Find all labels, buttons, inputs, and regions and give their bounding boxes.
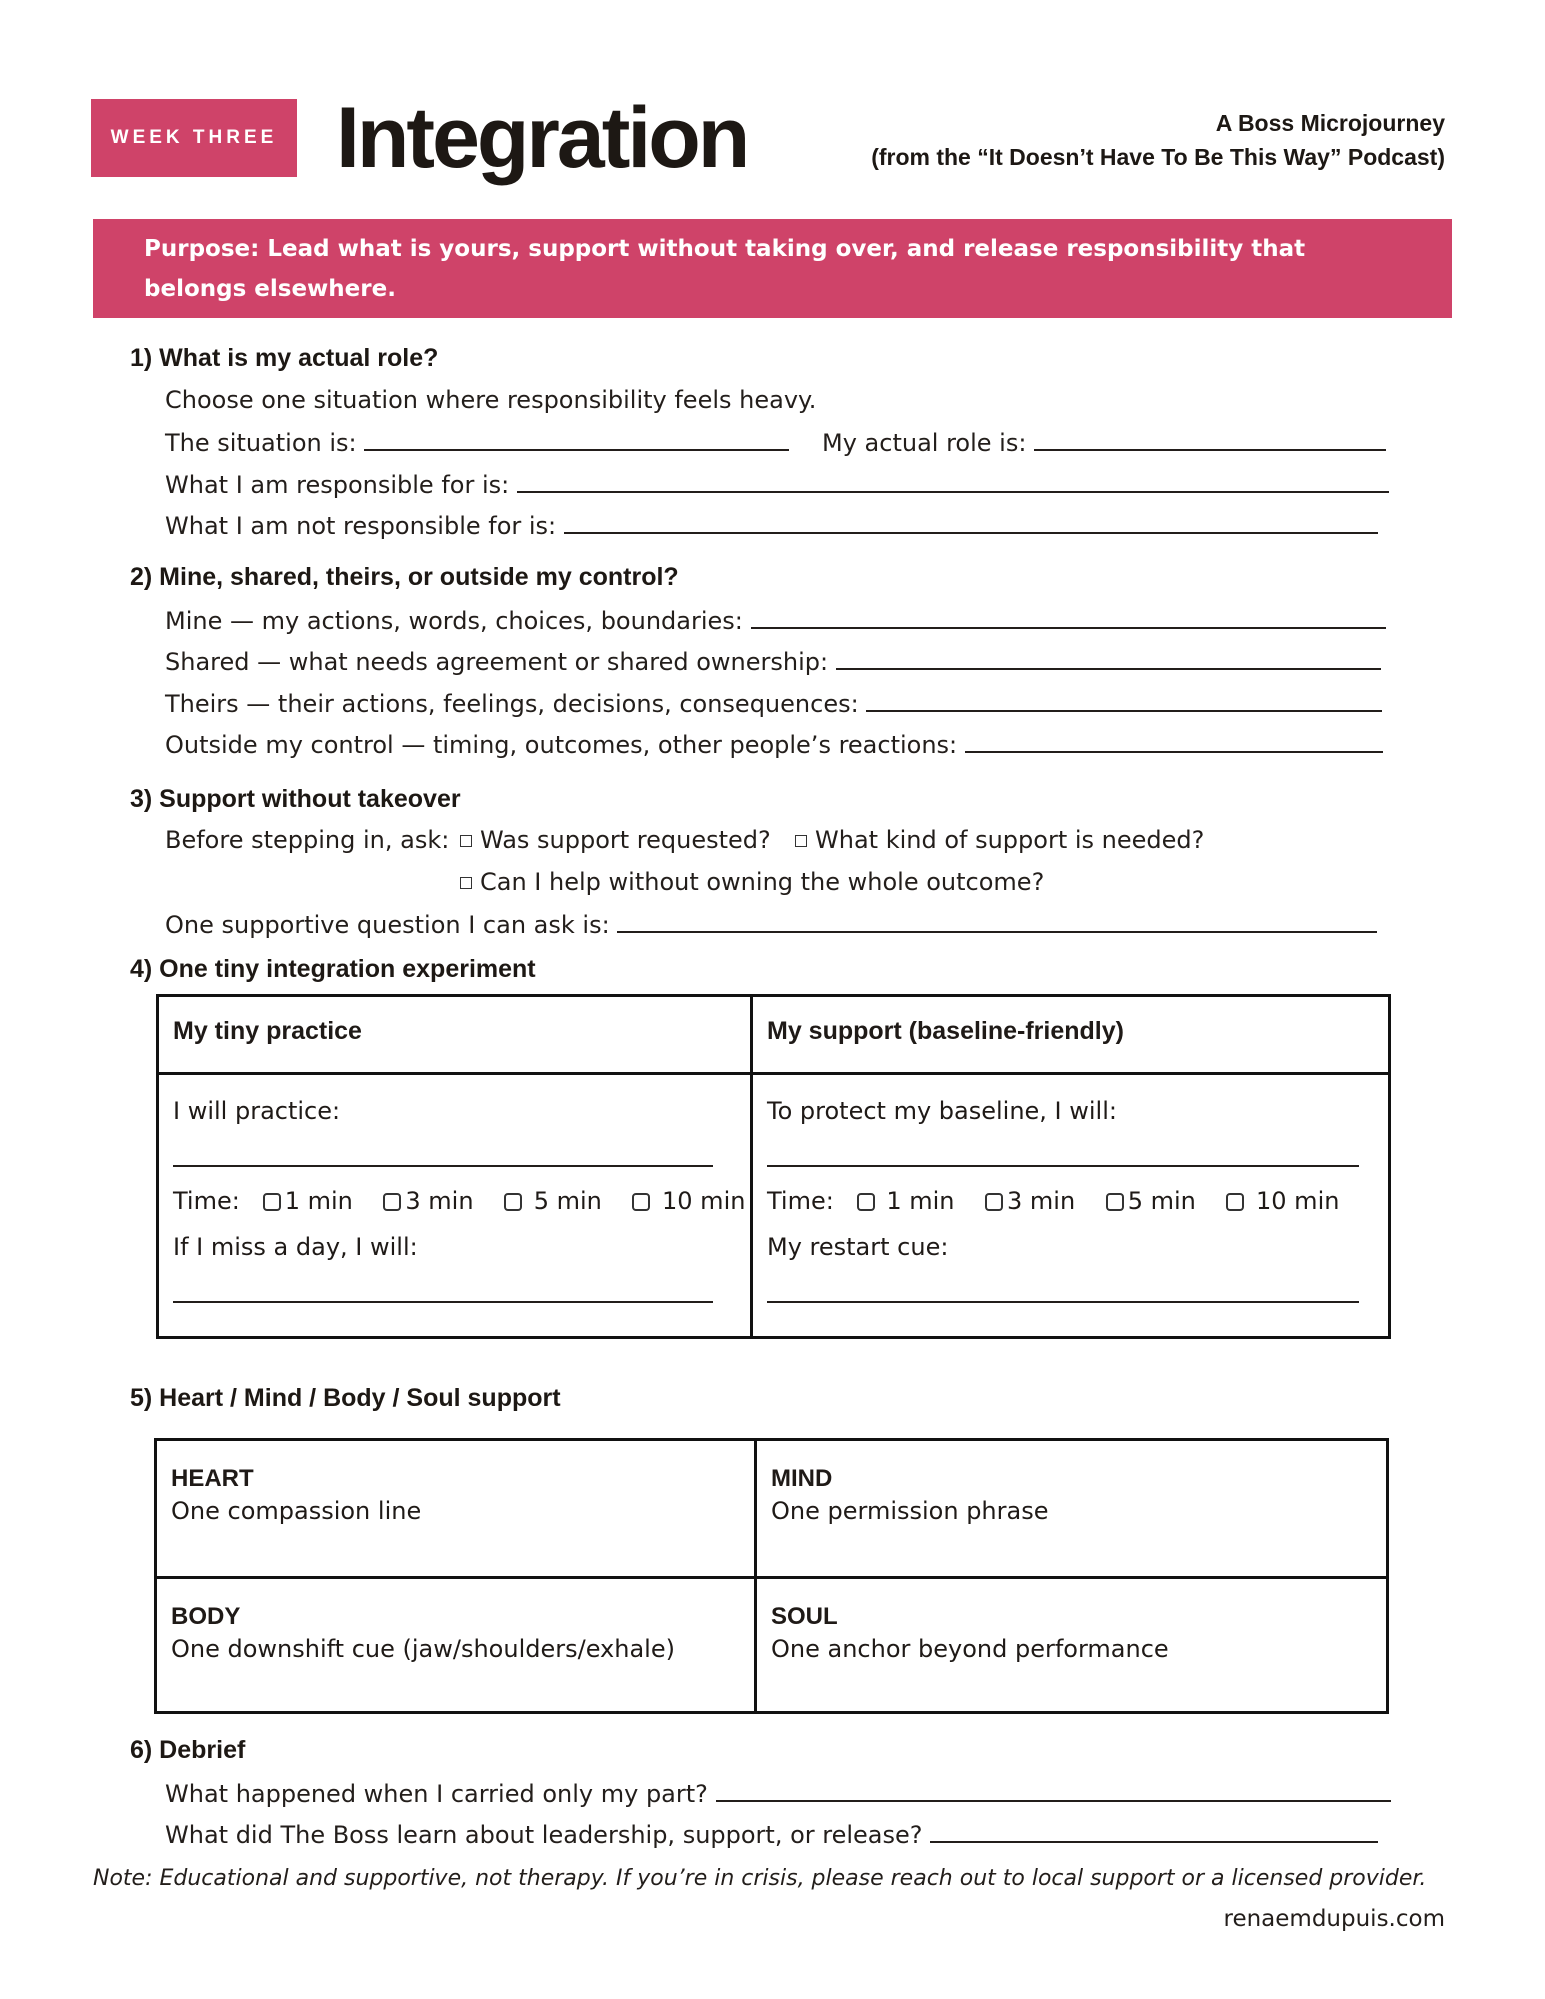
role-row xyxy=(822,427,1386,457)
outside-row xyxy=(165,729,1383,759)
mind-title: MIND xyxy=(771,1465,833,1492)
kind-of-support-label: What kind of support is needed? xyxy=(815,826,1205,854)
responsible-field[interactable] xyxy=(517,469,1389,493)
checklist-help-without-owning[interactable] xyxy=(460,868,1044,896)
supportive-question-row xyxy=(165,909,1377,939)
debrief-q1-label: What happened when I carried only my part? xyxy=(165,1780,708,1808)
checkbox-5-min[interactable] xyxy=(1106,1193,1124,1211)
mine-label: Mine — my actions, words, choices, boundaries: xyxy=(165,607,743,635)
subtitle-line-1: A Boss Microjourney xyxy=(1215,110,1445,136)
debrief-q2-label: What did The Boss learn about leadership, support, or release? xyxy=(165,1821,923,1849)
soul-title: SOUL xyxy=(771,1603,838,1630)
checklist-support-requested[interactable] xyxy=(460,826,771,854)
time-row-right xyxy=(767,1187,1339,1215)
time-label: Time: xyxy=(173,1187,240,1215)
debrief-q2-row xyxy=(165,1819,1378,1849)
section-3-heading: 3) Support without takeover xyxy=(130,785,461,813)
restart-label: My restart cue: xyxy=(767,1233,949,1261)
checkbox-5-min[interactable] xyxy=(504,1193,522,1211)
before-label: Before stepping in, ask: xyxy=(165,826,450,854)
role-field[interactable] xyxy=(1034,427,1386,451)
checkbox-1-min[interactable] xyxy=(857,1193,875,1211)
mind-text: One permission phrase xyxy=(771,1497,1049,1525)
shared-field[interactable] xyxy=(836,646,1381,670)
miss-field[interactable] xyxy=(173,1281,713,1303)
checkbox-3-min[interactable] xyxy=(985,1193,1003,1211)
page-subtitle xyxy=(871,106,1445,174)
heart-cell[interactable] xyxy=(156,1440,756,1578)
section-1-intro: Choose one situation where responsibility feels heavy. xyxy=(165,386,817,414)
time-row-left xyxy=(173,1187,745,1215)
opt-10-min: 10 min xyxy=(662,1187,746,1215)
support-cell xyxy=(752,1074,1390,1338)
body-cell[interactable] xyxy=(156,1578,756,1713)
time-label: Time: xyxy=(767,1187,834,1215)
hmbs-table xyxy=(154,1438,1389,1714)
heart-text: One compassion line xyxy=(171,1497,422,1525)
situation-label: The situation is: xyxy=(165,429,357,457)
section-4-heading: 4) One tiny integration experiment xyxy=(130,955,536,983)
checkbox-icon[interactable] xyxy=(795,835,807,847)
not-responsible-row xyxy=(165,510,1378,540)
experiment-table xyxy=(156,994,1391,1339)
checkbox-icon[interactable] xyxy=(460,835,472,847)
tiny-practice-cell xyxy=(158,1074,752,1338)
opt-3-min: 3 min xyxy=(1007,1187,1076,1215)
body-title: BODY xyxy=(171,1603,241,1630)
soul-text: One anchor beyond performance xyxy=(771,1635,1169,1663)
shared-label: Shared — what needs agreement or shared ownership: xyxy=(165,648,829,676)
support-requested-label: Was support requested? xyxy=(480,826,771,854)
help-without-owning-label: Can I help without owning the whole outcome? xyxy=(480,868,1045,896)
role-label: My actual role is: xyxy=(822,429,1027,457)
protect-field[interactable] xyxy=(767,1145,1359,1167)
opt-1-min: 1 min xyxy=(284,1187,353,1215)
outside-label: Outside my control — timing, outcomes, other people’s reactions: xyxy=(165,731,958,759)
theirs-label: Theirs — their actions, feelings, decisions, consequences: xyxy=(165,690,859,718)
col-support-header: My support (baseline-friendly) xyxy=(752,996,1390,1074)
col-tiny-practice-header: My tiny practice xyxy=(158,996,752,1074)
opt-1-min: 1 min xyxy=(886,1187,955,1215)
theirs-field[interactable] xyxy=(866,688,1382,712)
section-6-heading: 6) Debrief xyxy=(130,1736,246,1764)
not-responsible-label: What I am not responsible for is: xyxy=(165,512,557,540)
supportive-question-label: One supportive question I can ask is: xyxy=(165,911,610,939)
debrief-q2-field[interactable] xyxy=(930,1819,1378,1843)
week-badge: WEEK THREE xyxy=(91,99,297,177)
mine-field[interactable] xyxy=(751,605,1386,629)
practice-field[interactable] xyxy=(173,1145,713,1167)
shared-row xyxy=(165,646,1381,676)
checkbox-10-min[interactable] xyxy=(632,1193,650,1211)
situation-field[interactable] xyxy=(364,427,789,451)
checklist-kind-of-support[interactable] xyxy=(795,826,1204,854)
responsible-row xyxy=(165,469,1389,499)
outside-field[interactable] xyxy=(965,729,1383,753)
mind-cell[interactable] xyxy=(756,1440,1388,1578)
opt-10-min: 10 min xyxy=(1256,1187,1340,1215)
debrief-q1-row xyxy=(165,1778,1391,1808)
checkbox-icon[interactable] xyxy=(460,877,472,889)
page-title: Integration xyxy=(336,90,748,186)
miss-label: If I miss a day, I will: xyxy=(173,1233,418,1261)
debrief-q1-field[interactable] xyxy=(716,1778,1391,1802)
disclaimer-note: Note: Educational and supportive, not therapy. If you’re in crisis, please reach out to local support or a licensed provider. xyxy=(93,1866,1427,1891)
heart-title: HEART xyxy=(171,1465,254,1492)
practice-label: I will practice: xyxy=(173,1097,341,1125)
opt-5-min: 5 min xyxy=(1127,1187,1196,1215)
website-link[interactable]: renaemdupuis.com xyxy=(1223,1906,1445,1932)
checkbox-10-min[interactable] xyxy=(1226,1193,1244,1211)
restart-field[interactable] xyxy=(767,1281,1359,1303)
checkbox-3-min[interactable] xyxy=(383,1193,401,1211)
not-responsible-field[interactable] xyxy=(564,510,1378,534)
mine-row xyxy=(165,605,1386,635)
body-text: One downshift cue (jaw/shoulders/exhale) xyxy=(171,1635,675,1663)
section-5-heading: 5) Heart / Mind / Body / Soul support xyxy=(130,1384,561,1412)
section-2-heading: 2) Mine, shared, theirs, or outside my control? xyxy=(130,563,679,591)
section-1-heading: 1) What is my actual role? xyxy=(130,344,439,372)
opt-5-min: 5 min xyxy=(533,1187,602,1215)
protect-label: To protect my baseline, I will: xyxy=(767,1097,1117,1125)
responsible-label: What I am responsible for is: xyxy=(165,471,510,499)
soul-cell[interactable] xyxy=(756,1578,1388,1713)
opt-3-min: 3 min xyxy=(405,1187,474,1215)
checkbox-1-min[interactable] xyxy=(263,1193,281,1211)
supportive-question-field[interactable] xyxy=(617,909,1377,933)
subtitle-line-2: (from the “It Doesn’t Have To Be This Way” Podcast) xyxy=(871,144,1445,170)
situation-row xyxy=(165,427,789,457)
purpose-banner: Purpose: Lead what is yours, support without taking over, and release responsibility that belongs elsewhere. xyxy=(93,219,1452,318)
theirs-row xyxy=(165,688,1382,718)
